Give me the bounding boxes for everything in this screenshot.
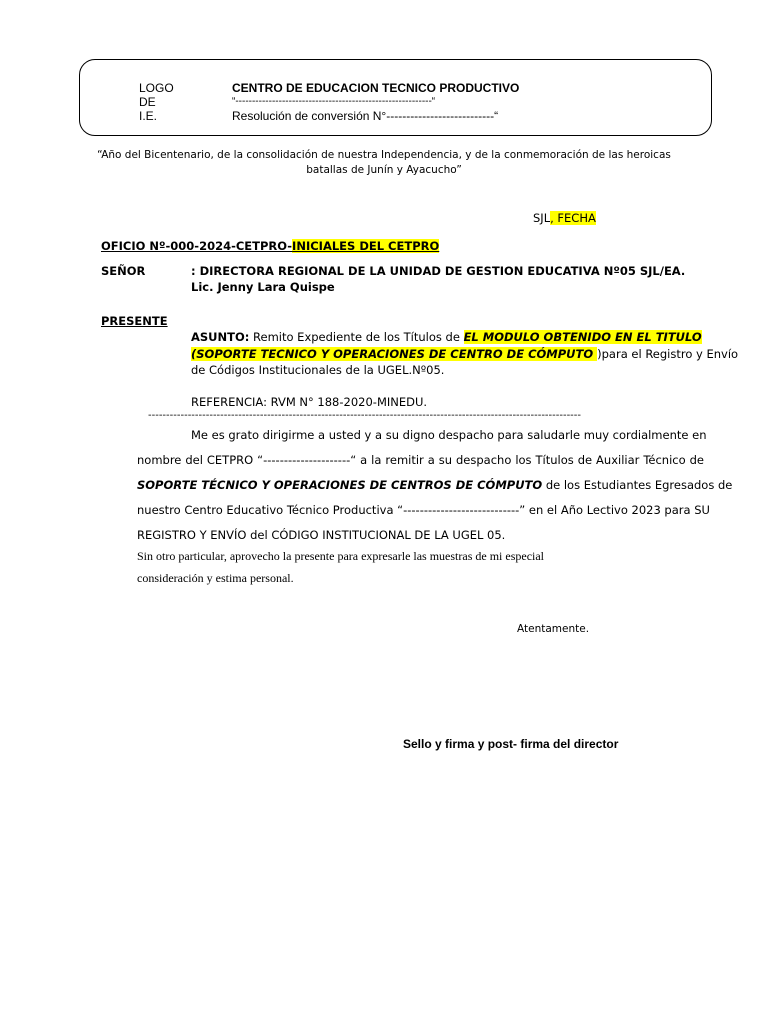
place: SJL	[533, 211, 551, 225]
oficio-number	[101, 239, 439, 253]
body-line2: nombre del CETPRO “---------------------“ a la remitir a su despacho los Títulos de Auxiliar Técnico de	[137, 453, 704, 467]
asunto-text: Remito Expediente de los Títulos de	[249, 330, 464, 344]
asunto-label: ASUNTO:	[191, 330, 250, 344]
logo-placeholder-line3: I.E.	[139, 109, 158, 123]
asunto-line1	[191, 330, 702, 344]
asunto-highlight-module: EL MODULO OBTENIDO EN EL TITULO	[463, 330, 702, 344]
recipient-name: Lic. Jenny Lara Quispe	[191, 280, 335, 294]
resolution-line: Resolución de conversión N°---------------------------“	[232, 109, 499, 123]
divider-line: ------------------------------------------------------------------------------------------------------------------------	[148, 410, 582, 421]
asunto-highlight-title: (SOPORTE TECNICO Y OPERACIONES DE CENTRO DE CÓMPUTO	[191, 347, 598, 361]
oficio-code: OFICIO Nº-000-2024-CETPRO-	[101, 239, 293, 253]
recipient-label: SEÑOR	[101, 264, 146, 278]
body-line3	[137, 478, 733, 492]
body-line4: nuestro Centro Educativo Técnico Productiva “----------------------------” en el Año Lectivo 2023 para SU	[137, 503, 710, 517]
center-name: CENTRO DE EDUCACION TECNICO PRODUCTIVO	[232, 81, 520, 95]
closing-line2: consideración y estima personal.	[137, 571, 294, 585]
oficio-initials: INICIALES DEL CETPRO	[292, 239, 440, 253]
presente-label: PRESENTE	[101, 314, 168, 328]
year-motto-line2: batallas de Junín y Ayacucho”	[306, 164, 462, 176]
signature-line: Sello y firma y post- firma del director	[403, 737, 619, 751]
body-career-title: SOPORTE TÉCNICO Y OPERACIONES DE CENTROS DE CÓMPUTO	[137, 478, 543, 492]
date-placeholder: , FECHA	[550, 211, 596, 225]
asunto-line2	[191, 347, 738, 361]
closing-line1: Sin otro particular, aprovecho la presente para expresarle las muestras de mi especial	[137, 549, 545, 563]
asunto-text-cont: )para el Registro y Envío	[597, 347, 739, 361]
farewell: Atentamente.	[517, 623, 590, 635]
recipient-title: : DIRECTORA REGIONAL DE LA UNIDAD DE GESTION EDUCATIVA Nº05 SJL/EA.	[191, 264, 686, 278]
referencia: REFERENCIA: RVM N° 188-2020-MINEDU.	[191, 395, 428, 409]
body-line5: REGISTRO Y ENVÍO del CÓDIGO INSTITUCIONAL DE LA UGEL 05.	[137, 528, 506, 542]
year-motto-line1: “Año del Bicentenario, de la consolidación de nuestra Independencia, y de la conmemoración de las heroicas	[97, 149, 671, 161]
place-date	[533, 211, 596, 225]
center-name-placeholder: “-----------------------------------------------------------“	[232, 96, 436, 107]
asunto-line3: de Códigos Institucionales de la UGEL.Nº05.	[191, 363, 445, 377]
logo-placeholder-line2: DE	[139, 95, 156, 109]
body-line1: Me es grato dirigirme a usted y a su digno despacho para saludarle muy cordialmente en	[191, 428, 707, 442]
body-line3-rest: de los Estudiantes Egresados de	[542, 478, 733, 492]
logo-placeholder-line1: LOGO	[139, 81, 174, 95]
